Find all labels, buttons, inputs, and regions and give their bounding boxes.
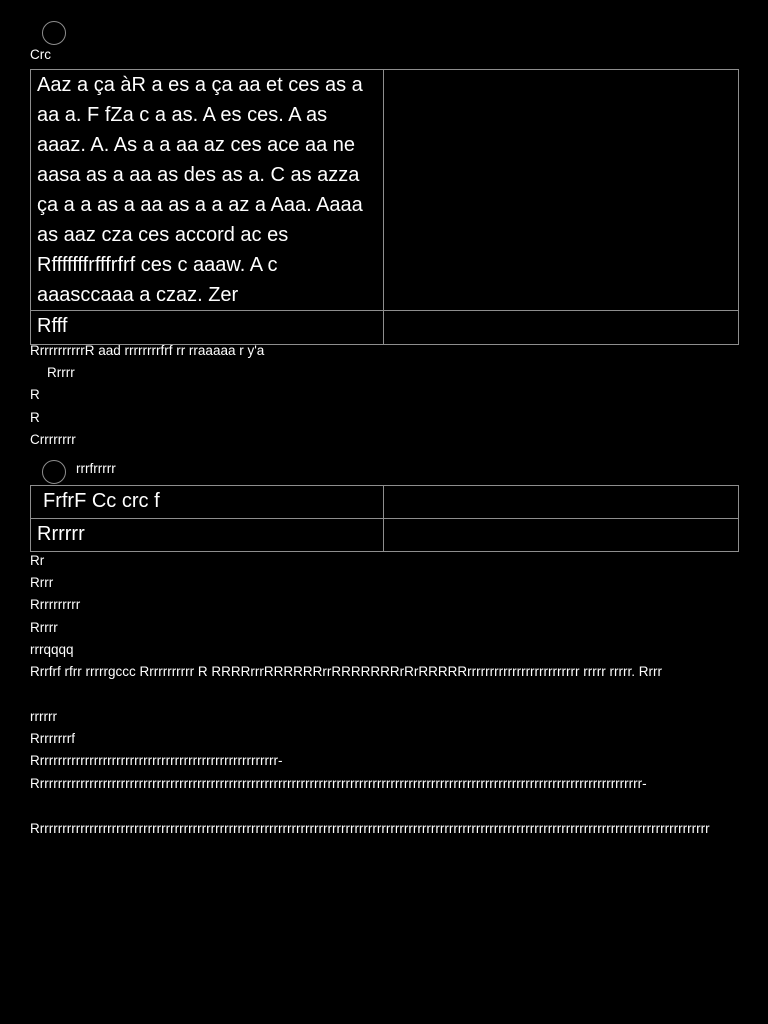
radio-label: rrrfrrrrr bbox=[76, 461, 116, 476]
radio-button-1[interactable] bbox=[42, 21, 66, 45]
table-cell-empty bbox=[384, 70, 739, 311]
text-line: rrrrrr bbox=[30, 709, 57, 724]
text-line: Rr bbox=[30, 553, 45, 568]
text-line: Rrrrr bbox=[47, 365, 75, 380]
table-cell-empty bbox=[384, 519, 739, 552]
table-row bbox=[31, 486, 739, 519]
radio-button-2[interactable] bbox=[42, 460, 66, 484]
table-row bbox=[31, 70, 739, 311]
table-2 bbox=[30, 485, 739, 552]
text-paragraph: Rrrrrrrrrrrrrrrrrrrrrrrrrrrrrrrrrrrrrrrrrrrrrrrrrrrrrrrrrrrrrrrrrrrrrrrrrrrrrrrrrrrrrrrrrrrrrrrrrrrrrrrrrrrrrrrrrrrrrrrrrrrrrrrrrrrrrrr- bbox=[30, 776, 647, 791]
table-cell: FrfrF Cc crc f bbox=[31, 486, 384, 519]
table-cell-empty bbox=[384, 311, 739, 345]
paragraph-text: Aaz a ça àR a es a ça aa et ces as a aa a. F fZa c a as. A es ces. A as aaaz. A. As a a aa az ces ace aa ne aasa as a aa as des as a. C as azza ça a a as a aa as a a az a Aaa. Aaaa as aaz cza ces accord ac es Rfffffffrfffrfrf ces c aaaw. A c aaasccaaa a czaz. Zer bbox=[37, 74, 363, 306]
table-1 bbox=[30, 69, 739, 345]
text-line: rrrqqqq bbox=[30, 642, 74, 657]
text-line: Rrrr bbox=[30, 575, 54, 590]
section1-caption: Crc bbox=[30, 47, 51, 62]
text-line: Rrrrrrrrrr bbox=[30, 597, 81, 612]
table-cell: Rrrrrr bbox=[31, 519, 384, 552]
text-line: Rrrrr bbox=[30, 620, 58, 635]
text-line: Rrrrrrrrf bbox=[30, 731, 75, 746]
table-row bbox=[31, 519, 739, 552]
text-line: Rrrrrrrrrrrrrrrrrrrrrrrrrrrrrrrrrrrrrrrrrrrrrrrrrrrrrr- bbox=[30, 753, 283, 768]
text-line: Crrrrrrrr bbox=[30, 432, 76, 447]
text-line: R bbox=[30, 410, 40, 425]
table-cell-empty bbox=[384, 486, 739, 519]
table-cell: Rfff bbox=[31, 311, 384, 345]
text-paragraph: Rrrrrrrrrrrrrrrrrrrrrrrrrrrrrrrrrrrrrrrrrrrrrrrrrrrrrrrrrrrrrrrrrrrrrrrrrrrrrrrrrrrrrrrrrrrrrrrrrrrrrrrrrrrrrrrrrrrrrrrrrrrrrrrrrrrrrrrrrrrrrrrrrrrrrr bbox=[30, 821, 710, 836]
text-paragraph: Rrrfrf rfrr rrrrrgccc Rrrrrrrrrrr R RRRRrrrRRRRRRrrRRRRRRRrRrRRRRRrrrrrrrrrrrrrrrrrrrrrrrrr rrrrr rrrrr. Rrrr bbox=[30, 664, 662, 679]
table-cell bbox=[31, 70, 384, 311]
text-line: RrrrrrrrrrrR aad rrrrrrrrfrf rr rraaaaa r y'a bbox=[30, 343, 265, 358]
text-line: R bbox=[30, 387, 40, 402]
